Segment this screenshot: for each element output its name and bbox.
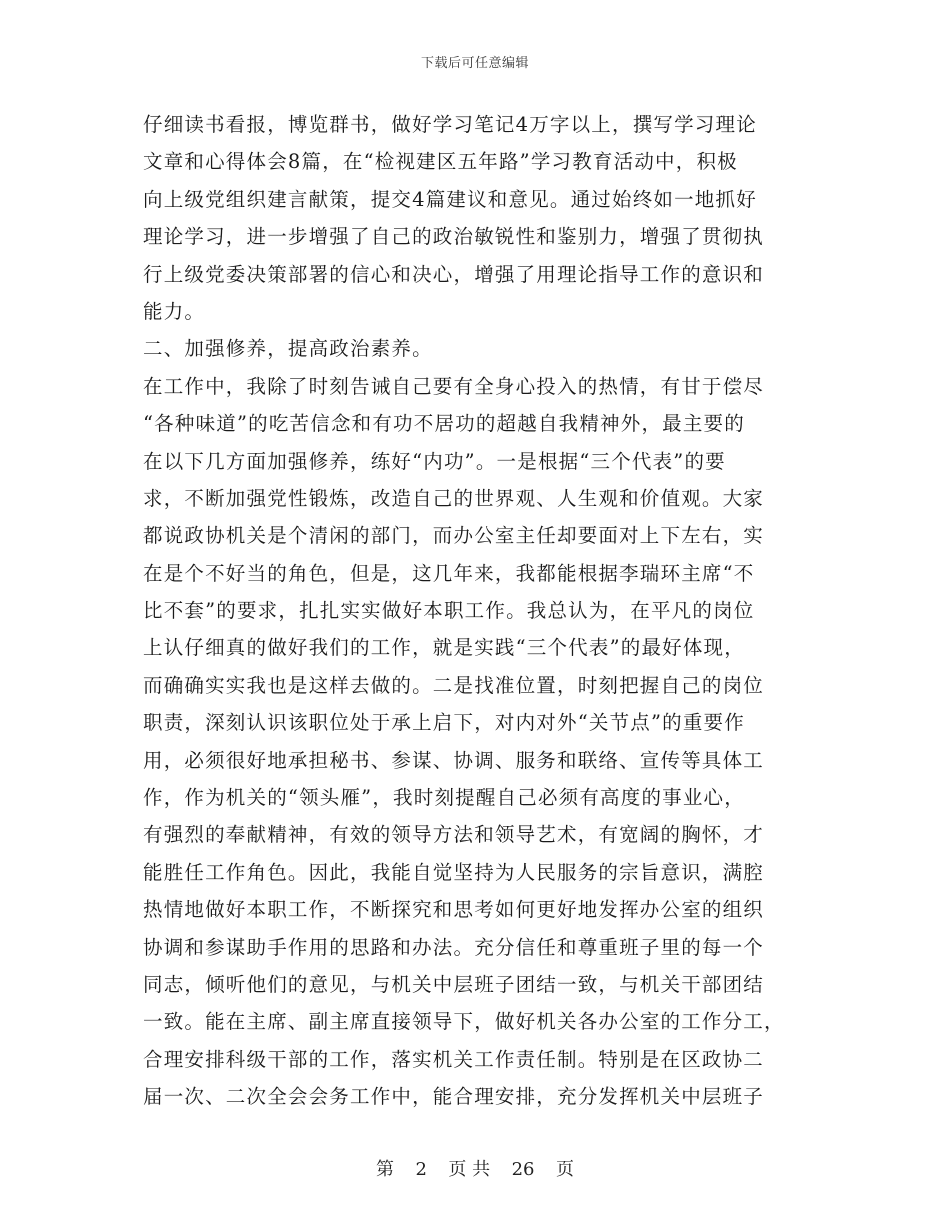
text-line: 能胜任工作角色。因此，我能自觉坚持为人民服务的宗旨意识，满腔	[143, 860, 765, 884]
text-line: 有强烈的奉献精神，有效的领导方法和领导艺术，有宽阔的胸怀，才	[143, 823, 765, 847]
text-line: 用，必须很好地承担秘书、参谋、协调、服务和联络、宣传等具体工	[143, 748, 765, 772]
section-heading: 二、加强修养，提高政治素养。	[143, 337, 433, 361]
text-line: 仔细读书看报，博览群书，做好学习笔记4万字以上，撰写学习理论	[143, 113, 757, 136]
total-page-count: 26	[511, 1159, 535, 1180]
text-line: 在是个不好当的角色，但是，这几年来，我都能根据李瑞环主席“不	[143, 561, 755, 585]
text-line: 文章和心得体会8篇，在“检视建区五年路”学习教育活动中，积极	[143, 150, 738, 174]
page-footer	[0, 1155, 950, 1181]
footer-mid: 页 共	[448, 1159, 491, 1180]
body-text	[143, 106, 813, 1116]
text-line: 同志，倾听他们的意见，与机关中层班子团结一致，与机关干部团结	[143, 972, 765, 996]
text-line: 理论学习，进一步增强了自己的政治敏锐性和鉴别力，增强了贯彻执	[143, 225, 765, 249]
footer-prefix: 第	[376, 1159, 395, 1180]
text-line: 都说政协机关是个清闲的部门，而办公室主任却要面对上下左右，实	[143, 524, 765, 548]
text-line: 作，作为机关的“领头雁”，我时刻提醒自己必须有高度的事业心，	[143, 786, 745, 810]
text-line: 在以下几方面加强修养，练好“内功”。一是根据“三个代表”的要	[143, 449, 726, 473]
text-line: 在工作中，我除了时刻告诫自己要有全身心投入的热情，有甘于偿尽	[143, 374, 765, 398]
page-header: 下载后可任意编辑	[420, 56, 529, 71]
current-page-number: 2	[415, 1159, 427, 1180]
text-line: 合理安排科级干部的工作，落实机关工作责任制。特别是在区政协二	[143, 1047, 765, 1071]
text-line: 能力。	[143, 299, 206, 323]
text-line: 上认仔细真的做好我们的工作，就是实践“三个代表”的最好体现，	[143, 636, 745, 660]
text-line: 职责，深刻认识该职位处于承上启下，对内对外“关节点”的重要作	[143, 711, 745, 735]
text-line: 向上级党组织建言献策，提交4篇建议和意见。通过始终如一地抓好	[143, 187, 757, 211]
text-line: 热情地做好本职工作，不断探究和思考如何更好地发挥办公室的组织	[143, 898, 765, 922]
text-line: 求，不断加强党性锻炼，改造自己的世界观、人生观和价值观。大家	[143, 486, 765, 510]
text-line: 一致。能在主席、副主席直接领导下，做好机关各办公室的工作分工，	[143, 1010, 785, 1034]
text-line: 协调和参谋助手作用的思路和办法。充分信任和尊重班子里的每一个	[143, 935, 765, 959]
text-line: 而确确实实我也是这样去做的。二是找准位置，时刻把握自己的岗位	[143, 673, 765, 697]
text-line: 届一次、二次全会会务工作中，能合理安排，充分发挥机关中层班子	[143, 1085, 765, 1109]
text-line: 行上级党委决策部署的信心和决心，增强了用理论指导工作的意识和	[143, 262, 765, 286]
footer-suffix: 页	[555, 1159, 574, 1180]
text-line: 比不套”的要求，扎扎实实做好本职工作。我总认为，在平凡的岗位	[143, 599, 755, 623]
text-line: “各种味道”的吃苦信念和有功不居功的超越自我精神外，最主要的	[143, 412, 745, 436]
